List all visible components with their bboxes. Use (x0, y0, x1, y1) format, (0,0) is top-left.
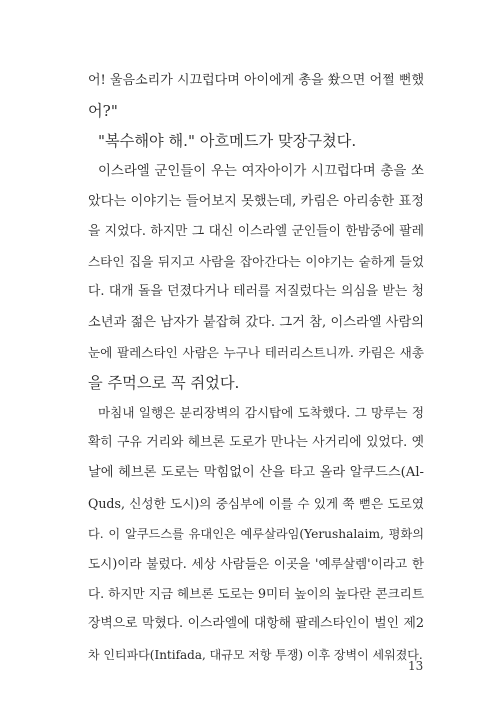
text-line: 을 지었다. 하지만 그 대신 이스라엘 군인들이 한밤중에 팔레 (88, 223, 424, 239)
text-line: 눈에 팔레스타인 사람은 누구나 테러리스트니까. 카림은 새총 (88, 344, 424, 360)
text-line: 장벽으로 막혔다. 이스라엘에 대항해 팔레스타인이 벌인 제2 (88, 616, 424, 632)
text-line: 았다는 이야기는 들어보지 못했는데, 카림은 아리송한 표정 (88, 193, 424, 209)
text-line: 이스라엘 군인들이 우는 여자아이가 시끄럽다며 총을 쏘 (98, 163, 424, 179)
text-line: 날에 헤브론 도로는 막힘없이 산을 타고 올라 알쿠드스(Al- (88, 465, 424, 481)
text-line: Quds, 신성한 도시)의 중심부에 이를 수 있게 쭉 뻗은 도로였 (88, 495, 424, 511)
text-line: 스타인 집을 뒤지고 사람을 잡아간다는 이야기는 숱하게 들었 (88, 254, 424, 270)
text-line: 어! 울음소리가 시끄럽다며 아이에게 총을 쐈으면 어쩔 뻔했 (88, 73, 424, 88)
page-number: 13 (408, 659, 424, 673)
text-line: 차 인티파다(Intifada, 대규모 저항 투쟁) 이후 장벽이 세워졌다. (88, 647, 423, 662)
text-line: 확히 구유 거리와 헤브론 도로가 만나는 사거리에 있었다. 옛 (88, 435, 424, 451)
body-text (88, 66, 424, 670)
text-line: 다. 하지만 지금 헤브론 도로는 9미터 높이의 높다란 콘크리트 (88, 586, 425, 602)
text-line: "복수해야 해." 아흐메드가 맞장구쳤다. (98, 132, 357, 151)
text-line: 을 주먹으로 꼭 쥐었다. (88, 373, 240, 392)
text-line: 소년과 젊은 남자가 붙잡혀 갔다. 그거 참, 이스라엘 사람의 (88, 314, 424, 330)
text-line: 다. 대개 돌을 던졌다거나 테러를 저질렀다는 의심을 받는 청 (88, 284, 424, 300)
text-line: 어?" (88, 102, 118, 121)
text-line: 다. 이 알쿠드스를 유대인은 예루살라임(Yerushalaim, 평화의 (88, 526, 424, 541)
text-line: 마침내 일행은 분리장벽의 감시탑에 도착했다. 그 망루는 정 (98, 405, 424, 421)
text-line: 도시)이라 불렀다. 세상 사람들은 이곳을 '예루살렘'이라고 한 (88, 556, 424, 571)
